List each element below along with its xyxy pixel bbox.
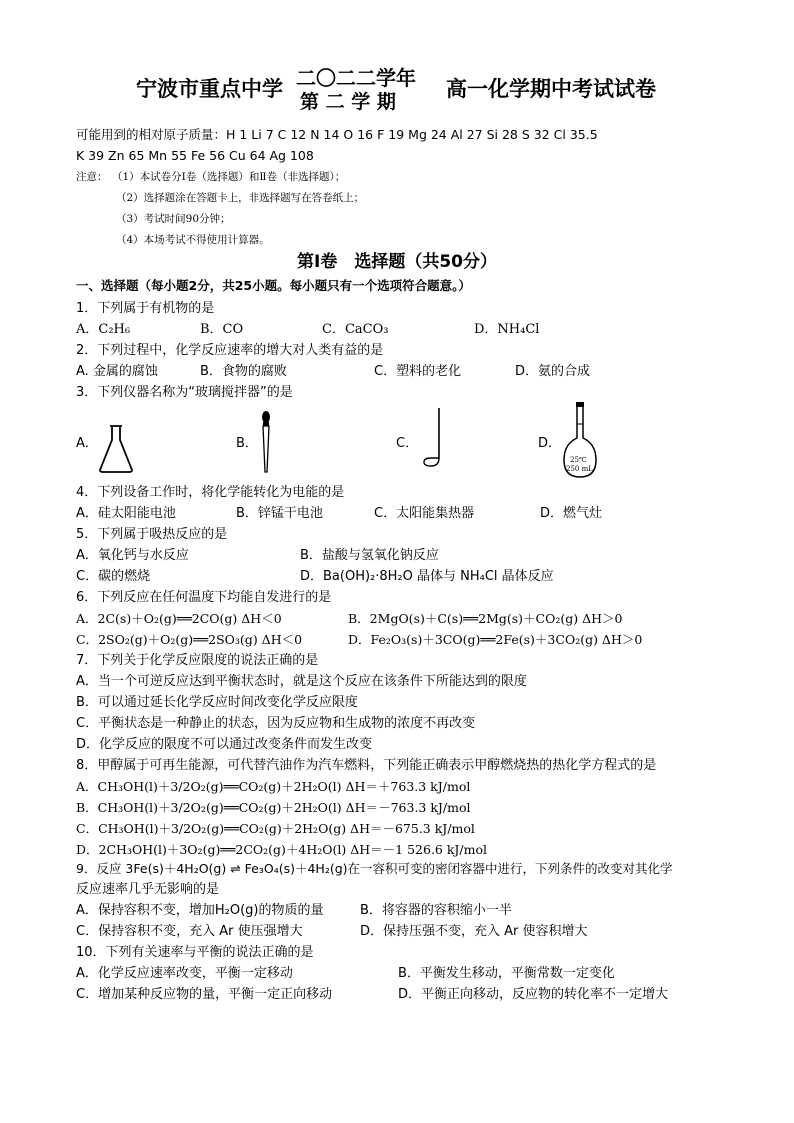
q9-option-d: D．保持压强不变，充入 Ar 使容积增大 xyxy=(360,924,588,939)
title-school: 宁波市重点中学 xyxy=(136,77,283,101)
q7-stem: 7．下列关于化学反应限度的说法正确的是 xyxy=(76,653,319,668)
q10-option-d: D．平衡正向移动，反应物的转化率不一定增大 xyxy=(398,987,669,1002)
q1-option-c: C．CaCO₃ xyxy=(322,322,389,337)
part-heading: 一、选择题（每小题2分，共25小题。每小题只有一个选项符合题意。） xyxy=(76,278,471,293)
atomic-masses-line1: 可能用到的相对原子质量：H 1 Li 7 C 12 N 14 O 16 F 19 Mg 24 Al 27 Si 28 S 32 Cl 35.5 xyxy=(76,127,598,142)
q4-option-a: A．硅太阳能电池 xyxy=(76,506,176,521)
q3-stem: 3．下列仪器名称为“玻璃搅拌器”的是 xyxy=(76,385,293,400)
q2-option-d: D．氨的合成 xyxy=(515,364,591,379)
q5-stem: 5．下列属于吸热反应的是 xyxy=(76,527,228,542)
q7-option-d: D．化学反应的限度不可以通过改变条件而发生改变 xyxy=(76,737,373,752)
q4-stem: 4．下列设备工作时，将化学能转化为电能的是 xyxy=(76,485,345,500)
q1-option-d: D．NH₄Cl xyxy=(474,322,540,337)
q3-option-b: B． xyxy=(236,436,258,451)
q9-stem-line2: 反应速率几乎无影响的是 xyxy=(76,882,220,897)
q6-option-c: C．2SO₂(g)＋O₂(g)══2SO₃(g) ΔH＜0 xyxy=(76,632,303,647)
q1-stem: 1．下列属于有机物的是 xyxy=(76,301,215,316)
q9-option-a: A．保持容积不变，增加H₂O(g)的物质的量 xyxy=(76,903,324,918)
q6-option-b: B．2MgO(s)＋C(s)══2Mg(s)＋CO₂(g) ΔH＞0 xyxy=(348,611,623,626)
q5-option-c: C．碳的燃烧 xyxy=(76,569,151,584)
q7-option-b: B．可以通过延长化学反应时间改变化学反应限度 xyxy=(76,695,358,710)
q8-option-a: A．CH₃OH(l)＋3/2O₂(g)══CO₂(g)＋2H₂O(l) ΔH＝＋763.3 kJ/mol xyxy=(76,779,471,794)
q1-option-a: A．C₂H₆ xyxy=(76,322,131,337)
atomic-masses-line2: K 39 Zn 65 Mn 55 Fe 56 Cu 64 Ag 108 xyxy=(76,148,314,163)
q4-option-c: C．太阳能集热器 xyxy=(374,506,475,521)
q10-option-a: A．化学反应速率改变，平衡一定移动 xyxy=(76,966,293,981)
q8-stem: 8．甲醇属于可再生能源，可代替汽油作为汽车燃料，下列能正确表示甲醇燃烧热的热化学方程式的是 xyxy=(76,758,657,773)
note-item-1: （1）本试卷分Ⅰ卷（选择题）和Ⅱ卷（非选择题）； xyxy=(112,171,346,183)
q6-stem: 6．下列反应在任何温度下均能自发进行的是 xyxy=(76,590,332,605)
q5-option-a: A．氧化钙与水反应 xyxy=(76,548,189,563)
q6-option-d: D．Fe₂O₃(s)＋3CO(g)══2Fe(s)＋3CO₂(g) ΔH＞0 xyxy=(348,632,643,647)
q8-option-d: D．2CH₃OH(l)＋3O₂(g)══2CO₂(g)＋4H₂O(l) ΔH＝－1 526.6 kJ/mol xyxy=(76,842,488,857)
title-exam-name: 高一化学期中考试试卷 xyxy=(446,77,656,101)
q9-option-b: B．将容器的容积缩小一半 xyxy=(360,903,512,918)
notes-label: 注意： xyxy=(76,171,108,183)
flask-label-temp: 25℃ xyxy=(570,456,587,464)
q2-option-c: C．塑料的老化 xyxy=(374,364,462,379)
section-title: 第Ⅰ卷 选择题（共50分） xyxy=(297,252,497,272)
q2-option-b: B．食物的腐败 xyxy=(200,364,287,379)
q9-stem-line1: 9．反应 3Fe(s)＋4H₂O(g) ⇌ Fe₃O₄(s)＋4H₂(g)在一容积可变的密闭容器中进行，下列条件的改变对其化学 xyxy=(76,861,673,876)
q6-option-a: A．2C(s)＋O₂(g)══2CO(g) ΔH＜0 xyxy=(76,611,282,626)
flask-label-volume: 250 mL xyxy=(566,465,593,473)
q7-option-c: C．平衡状态是一种静止的状态，因为反应物和生成物的浓度不再改变 xyxy=(76,716,476,731)
erlenmeyer-flask-icon xyxy=(97,424,135,474)
q7-option-a: A．当一个可逆反应达到平衡状态时，就是这个反应在该条件下所能达到的限度 xyxy=(76,674,527,689)
q3-option-a: A． xyxy=(76,436,98,451)
q3-option-c: C． xyxy=(396,436,419,451)
q1-option-b: B．CO xyxy=(200,322,244,337)
q10-stem: 10．下列有关速率与平衡的说法正确的是 xyxy=(76,945,314,960)
q3-option-d: D． xyxy=(538,436,562,451)
q2-option-a: A. 金属的腐蚀 xyxy=(76,364,158,379)
q8-option-b: B．CH₃OH(l)＋3/2O₂(g)══CO₂(g)＋2H₂O(l) ΔH＝－763.3 kJ/mol xyxy=(76,800,471,815)
q5-option-d: D．Ba(OH)₂·8H₂O 晶体与 NH₄Cl 晶体反应 xyxy=(300,569,554,584)
title-school-year: 二〇二二学年 xyxy=(296,66,416,90)
q9-option-c: C．保持容积不变，充入 Ar 使压强增大 xyxy=(76,924,303,939)
q4-option-b: B．锌锰干电池 xyxy=(236,506,323,521)
note-item-3: （3）考试时间90分钟； xyxy=(116,213,231,225)
glass-stirrer-icon xyxy=(421,406,445,470)
title-semester: 第 二 学 期 xyxy=(300,91,396,113)
q8-option-c: C．CH₃OH(l)＋3/2O₂(g)══CO₂(g)＋2H₂O(g) ΔH＝－675.3 kJ/mol xyxy=(76,821,475,836)
q10-option-c: C．增加某种反应物的量，平衡一定正向移动 xyxy=(76,987,333,1002)
dropper-icon xyxy=(259,410,273,474)
q10-option-b: B．平衡发生移动，平衡常数一定变化 xyxy=(398,966,615,981)
note-item-4: （4）本场考试不得使用计算器。 xyxy=(116,234,270,246)
q4-option-d: D．燃气灶 xyxy=(540,506,603,521)
note-item-2: （2）选择题涂在答题卡上，非选择题写在答卷纸上； xyxy=(116,192,365,204)
q2-stem: 2．下列过程中，化学反应速率的增大对人类有益的是 xyxy=(76,343,384,358)
q5-option-b: B．盐酸与氢氧化钠反应 xyxy=(300,548,439,563)
